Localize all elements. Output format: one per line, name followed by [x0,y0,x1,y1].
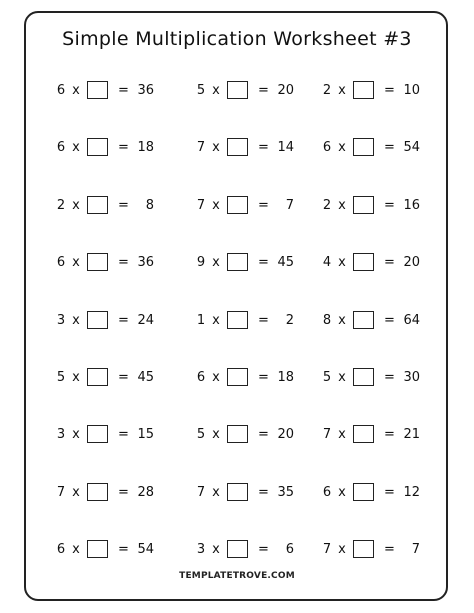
equals-sign: = [258,140,269,155]
equals-sign: = [384,427,395,442]
times-sign: x [212,370,220,385]
product: 8 [145,198,154,213]
times-sign: x [212,542,220,557]
factor: 1 [196,313,206,328]
answer-box[interactable] [227,368,248,386]
equals-sign: = [384,370,395,385]
factor: 3 [56,313,66,328]
equals-sign: = [118,313,129,328]
times-sign: x [72,427,80,442]
equals-sign: = [118,198,129,213]
product: 30 [403,370,420,385]
answer-box[interactable] [353,81,374,99]
problem-5-3 [322,310,442,332]
problem-3-3 [322,195,442,217]
times-sign: x [212,485,220,500]
problem-7-2 [196,424,316,446]
times-sign: x [72,140,80,155]
factor: 6 [56,140,66,155]
equals-sign: = [384,255,395,270]
factor: 6 [56,83,66,98]
factor: 7 [196,485,206,500]
problem-6-1 [56,367,176,389]
equals-sign: = [258,255,269,270]
equals-sign: = [258,370,269,385]
problem-2-1 [56,137,176,159]
factor: 5 [196,427,206,442]
times-sign: x [72,313,80,328]
footer-brand: TEMPLATETROVE.COM [179,571,295,581]
problem-2-2 [196,137,316,159]
product: 36 [137,255,154,270]
factor: 8 [322,313,332,328]
times-sign: x [338,485,346,500]
problem-3-2 [196,195,316,217]
answer-box[interactable] [227,196,248,214]
factor: 6 [56,255,66,270]
answer-box[interactable] [227,81,248,99]
times-sign: x [72,485,80,500]
problem-3-1 [56,195,176,217]
equals-sign: = [258,83,269,98]
problem-9-2 [196,539,316,561]
answer-box[interactable] [87,368,108,386]
equals-sign: = [258,313,269,328]
equals-sign: = [118,255,129,270]
answer-box[interactable] [353,425,374,443]
times-sign: x [338,83,346,98]
factor: 4 [322,255,332,270]
equals-sign: = [384,83,395,98]
factor: 3 [196,542,206,557]
answer-box[interactable] [227,540,248,558]
product: 6 [285,542,294,557]
product: 10 [403,83,420,98]
factor: 6 [322,485,332,500]
product: 7 [411,542,420,557]
problem-1-2 [196,80,316,102]
answer-box[interactable] [353,368,374,386]
product: 45 [137,370,154,385]
problem-8-3 [322,482,442,504]
factor: 2 [322,198,332,213]
problem-6-3 [322,367,442,389]
product: 18 [277,370,294,385]
times-sign: x [72,542,80,557]
problem-6-2 [196,367,316,389]
factor: 3 [56,427,66,442]
product: 18 [137,140,154,155]
factor: 2 [322,83,332,98]
problem-2-3 [322,137,442,159]
times-sign: x [72,255,80,270]
product: 20 [277,427,294,442]
answer-box[interactable] [87,138,108,156]
equals-sign: = [384,542,395,557]
answer-box[interactable] [87,81,108,99]
factor: 6 [196,370,206,385]
answer-box[interactable] [353,311,374,329]
times-sign: x [212,255,220,270]
answer-box[interactable] [353,253,374,271]
equals-sign: = [118,83,129,98]
equals-sign: = [384,198,395,213]
problem-7-3 [322,424,442,446]
answer-box[interactable] [227,483,248,501]
problem-8-1 [56,482,176,504]
product: 2 [285,313,294,328]
equals-sign: = [118,542,129,557]
product: 20 [403,255,420,270]
equals-sign: = [118,370,129,385]
times-sign: x [72,370,80,385]
answer-box[interactable] [87,311,108,329]
times-sign: x [72,83,80,98]
problem-9-1 [56,539,176,561]
factor: 7 [196,140,206,155]
problem-1-3 [322,80,442,102]
factor: 9 [196,255,206,270]
product: 12 [403,485,420,500]
times-sign: x [212,313,220,328]
times-sign: x [72,198,80,213]
factor: 7 [196,198,206,213]
product: 36 [137,83,154,98]
factor: 7 [56,485,66,500]
problem-8-2 [196,482,316,504]
worksheet-title: Simple Multiplication Worksheet #3 [62,28,412,50]
times-sign: x [338,427,346,442]
answer-box[interactable] [353,540,374,558]
answer-box[interactable] [87,425,108,443]
answer-box[interactable] [227,311,248,329]
times-sign: x [212,427,220,442]
answer-box[interactable] [353,196,374,214]
factor: 7 [322,542,332,557]
equals-sign: = [384,485,395,500]
product: 45 [277,255,294,270]
answer-box[interactable] [87,196,108,214]
answer-box[interactable] [353,138,374,156]
times-sign: x [338,370,346,385]
times-sign: x [338,140,346,155]
product: 64 [403,313,420,328]
equals-sign: = [258,542,269,557]
answer-box[interactable] [227,138,248,156]
factor: 6 [56,542,66,557]
product: 7 [285,198,294,213]
equals-sign: = [384,140,395,155]
problem-1-1 [56,80,176,102]
equals-sign: = [118,140,129,155]
problem-9-3 [322,539,442,561]
problem-7-1 [56,424,176,446]
factor: 5 [56,370,66,385]
problem-4-2 [196,252,316,274]
factor: 6 [322,140,332,155]
product: 16 [403,198,420,213]
factor: 7 [322,427,332,442]
product: 54 [137,542,154,557]
factor: 5 [196,83,206,98]
product: 24 [137,313,154,328]
equals-sign: = [258,485,269,500]
answer-box[interactable] [227,425,248,443]
factor: 5 [322,370,332,385]
times-sign: x [338,542,346,557]
answer-box[interactable] [353,483,374,501]
factor: 2 [56,198,66,213]
equals-sign: = [384,313,395,328]
equals-sign: = [258,427,269,442]
product: 54 [403,140,420,155]
equals-sign: = [258,198,269,213]
answer-box[interactable] [227,253,248,271]
answer-box[interactable] [87,540,108,558]
times-sign: x [212,198,220,213]
answer-box[interactable] [87,483,108,501]
times-sign: x [338,313,346,328]
product: 14 [277,140,294,155]
product: 15 [137,427,154,442]
product: 21 [403,427,420,442]
problem-5-2 [196,310,316,332]
problem-4-1 [56,252,176,274]
times-sign: x [212,140,220,155]
product: 28 [137,485,154,500]
answer-box[interactable] [87,253,108,271]
product: 20 [277,83,294,98]
equals-sign: = [118,427,129,442]
product: 35 [277,485,294,500]
equals-sign: = [118,485,129,500]
times-sign: x [338,198,346,213]
times-sign: x [212,83,220,98]
problem-5-1 [56,310,176,332]
problem-4-3 [322,252,442,274]
times-sign: x [338,255,346,270]
